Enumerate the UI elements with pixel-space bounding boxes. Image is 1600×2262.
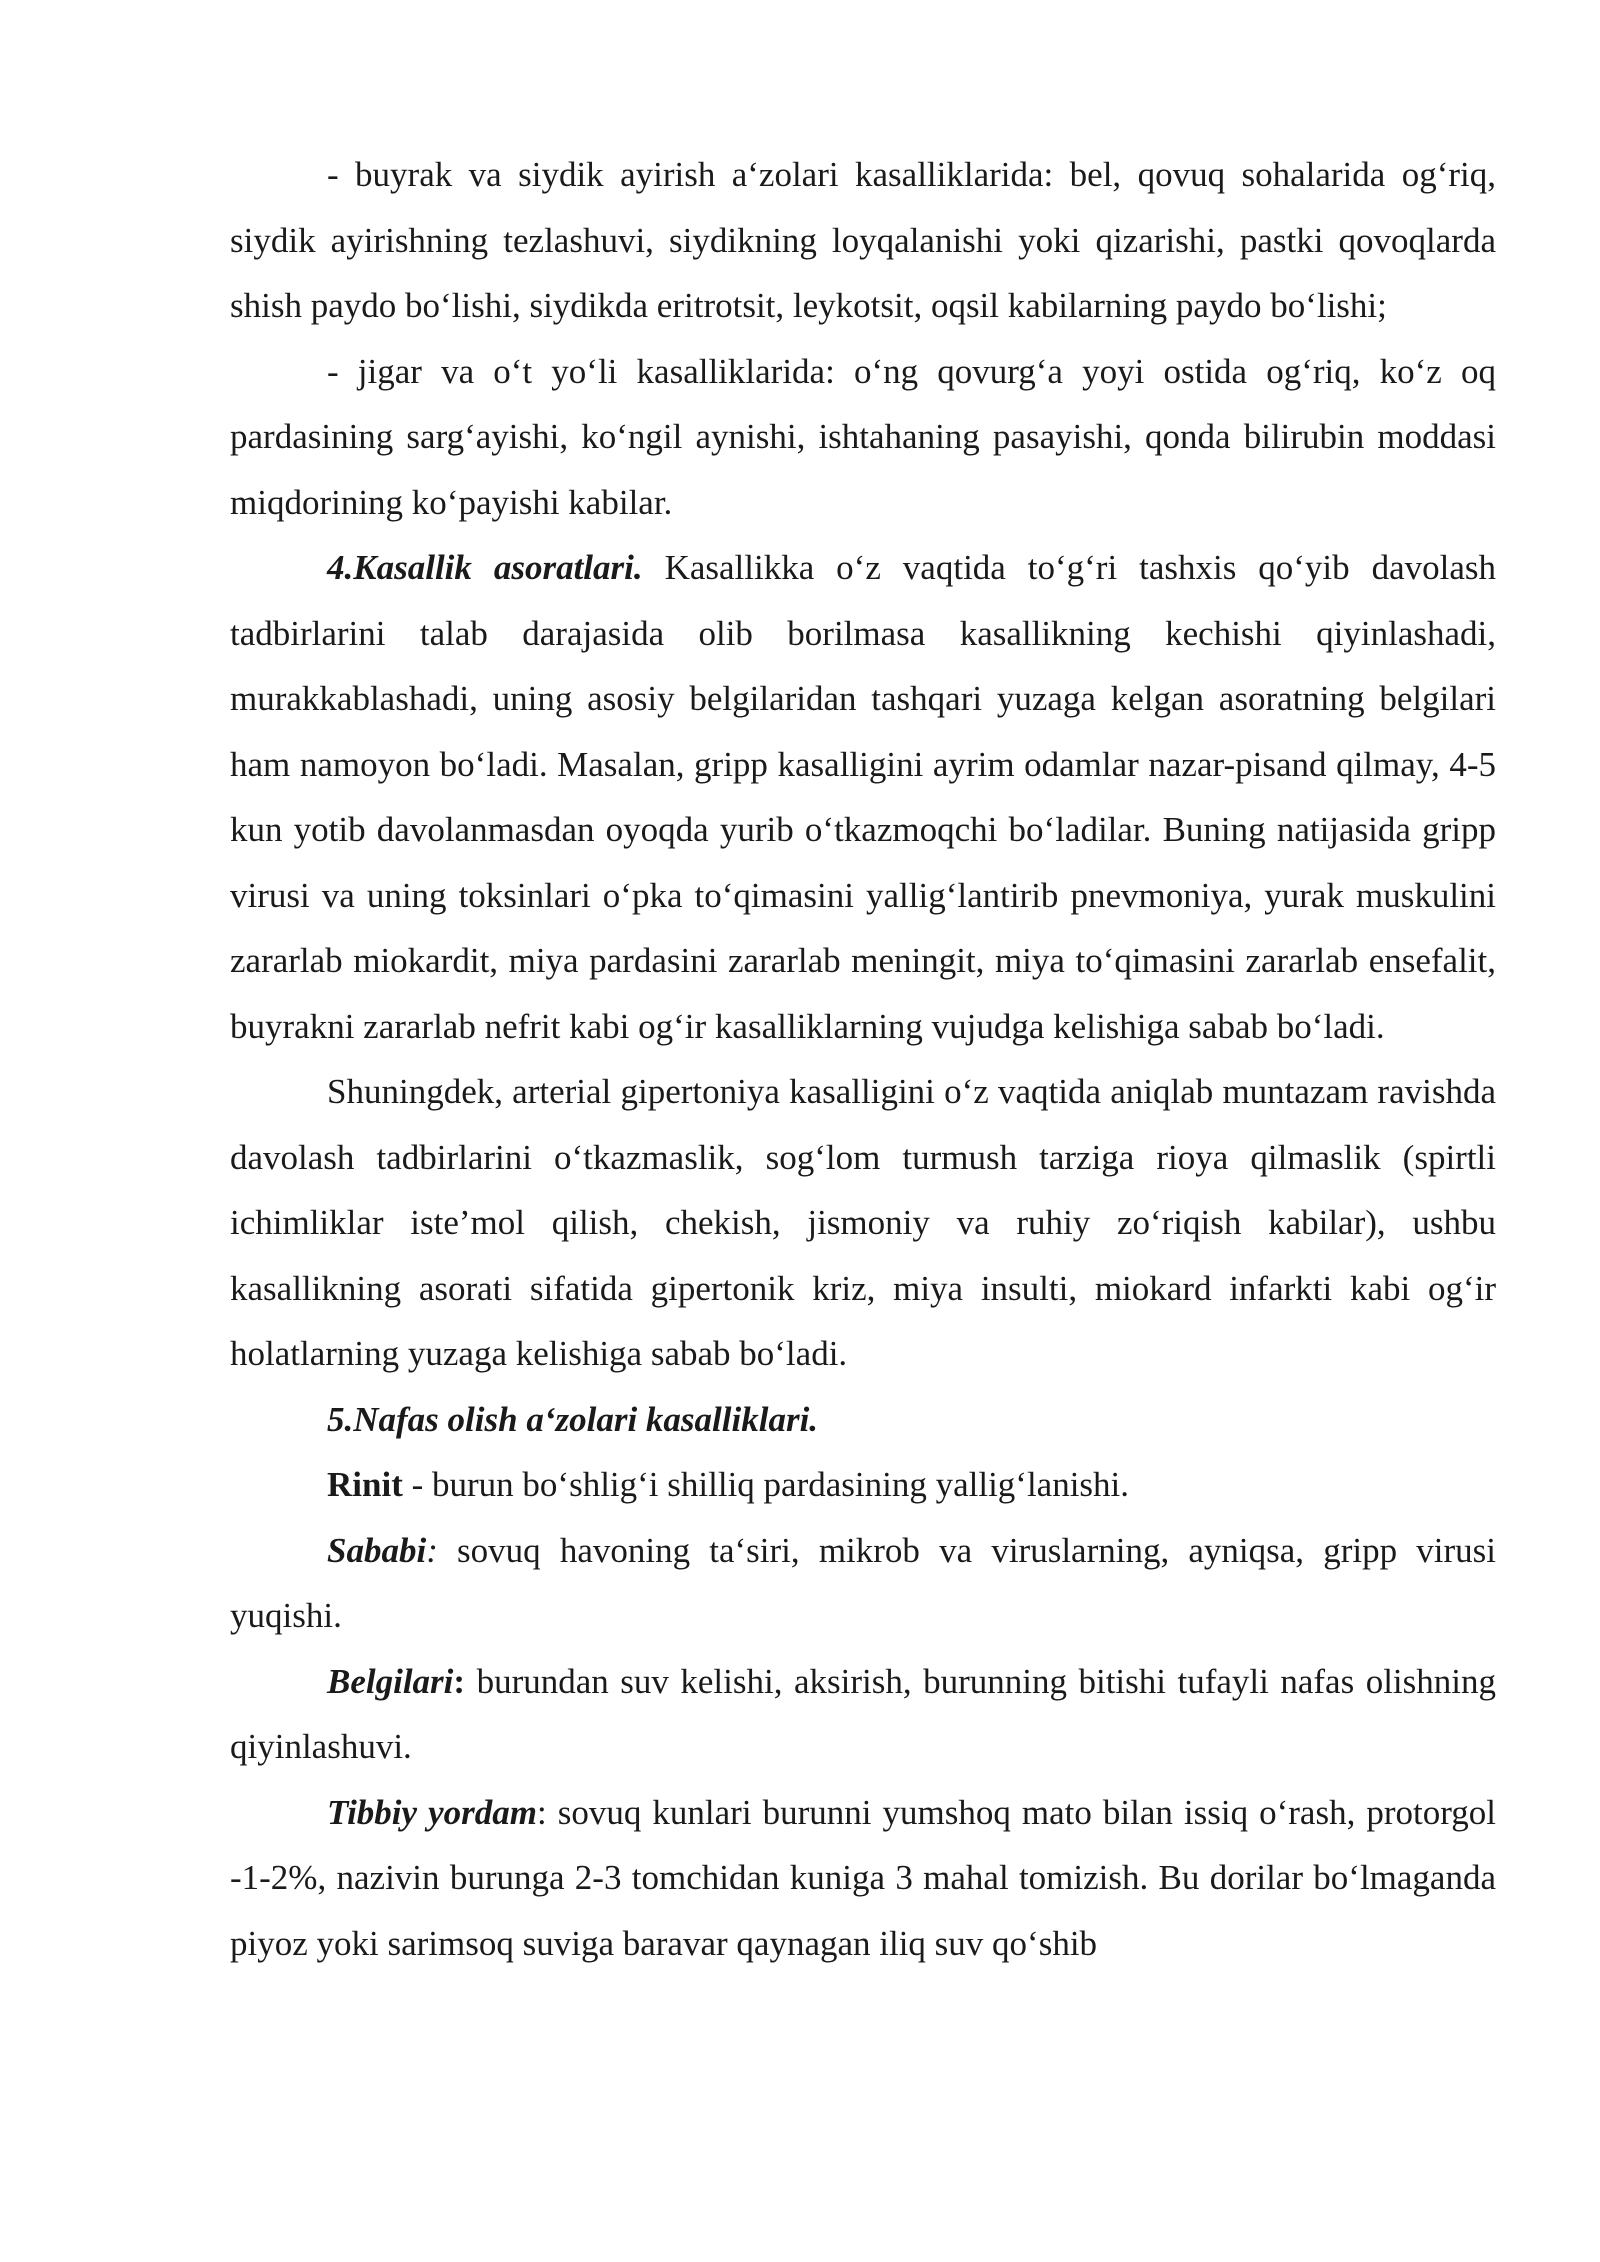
section-heading-complications: 4.Kasallik asoratlari. [327,548,643,587]
term-cause-colon: : [426,1530,438,1570]
paragraph-kidney-diseases: - buyrak va siydik ayirish a‘zolari kasalliklarida: bel, qovuq sohalarida og‘riq, siydik ayirishning tezlashuvi, siydikning loyqalanishi yoki qizarishi, pastki qovoqlarda shish paydo bo‘lishi, siydikda eritrotsit, leykotsit, oqsil kabilarning paydo bo‘lishi; [230,155,1496,325]
paragraph-rhinitis [230,1452,1496,1518]
paragraph-complications [230,535,1496,1059]
term-medical-aid: Tibbiy yordam [327,1792,537,1832]
term-rhinitis: Rinit [327,1465,403,1504]
paragraph-cause [230,1518,1496,1649]
paragraph-symptoms [230,1649,1496,1780]
paragraph-rhinitis-text: - burun bo‘shlig‘i shilliq pardasining yallig‘lanishi. [402,1465,1130,1504]
paragraph-medical-aid-text: sovuq kunlari burunni yumshoq mato bilan issiq o‘rash, protorgol -1-2%, nazivin burunga 2-3 tomchidan kuniga 3 mahal tomizish. Bu dorilar bo‘lmaganda piyoz yoki sarimsoq suviga baravar qaynagan iliq suv qo‘shib [230,1792,1496,1963]
paragraph-liver-diseases: - jigar va o‘t yo‘li kasalliklarida: o‘ng qovurg‘a yoyi ostida og‘riq, ko‘z oq pardasining sarg‘ayishi, ko‘ngil aynishi, ishtahaning pasayishi, qonda bilirubin moddasi miqdorining ko‘payishi kabilar. [230,351,1496,522]
section-heading-respiratory [230,1387,1496,1453]
term-symptoms-colon: : [453,1661,466,1701]
section-heading-respiratory-text: 5.Nafas olish a‘zolari kasalliklari. [327,1399,819,1439]
term-symptoms: Belgilari [327,1661,454,1701]
paragraph-symptoms-text: burundan suv kelishi, aksirish, burunning bitishi tufayli nafas olishning qiyinlashuvi. [230,1661,1496,1766]
paragraph-cause-text: sovuq havoning ta‘siri, mikrob va viruslarning, ayniqsa, gripp virusi yuqishi. [230,1530,1496,1635]
document-page [230,142,1496,1976]
term-medical-aid-colon: : [536,1792,547,1832]
paragraph-medical-aid [230,1780,1496,1977]
paragraph-hypertension: Shuningdek, arterial gipertoniya kasalligini o‘z vaqtida aniqlab muntazam ravishda davolash tadbirlarini o‘tkazmaslik, sog‘lom turmush tarziga rioya qilmaslik (spirtli ichimliklar iste’mol qilish, chekish, jismoniy va ruhiy zo‘riqish kabilar), ushbu kasallikning asorati sifatida gipertonik kriz, miya insulti, miokard infarkti kabi og‘ir holatlarning yuzaga kelishiga sabab bo‘ladi. [230,1072,1496,1373]
paragraph-complications-text: Kasallikka o‘z vaqtida to‘g‘ri tashxis qo‘yib davolash tadbirlarini talab darajasida olib borilmasa kasallikning kechishi qiyinlashadi, murakkablashadi, uning asosiy belgilaridan tashqari yuzaga kelgan asoratning belgilari ham namoyon bo‘ladi. Masalan, gripp kasalligini ayrim odamlar nazar-pisand qilmay, 4-5 kun yotib davolanmasdan oyoqda yurib o‘tkazmoqchi bo‘ladilar. Buning natijasida gripp virusi va uning toksinlari o‘pka to‘qimasini yallig‘lantirib pnevmoniya, yurak muskulini zararlab miokardit, miya pardasini zararlab meningit, miya to‘qimasini zararlab ensefalit, buyrakni zararlab nefrit kabi og‘ir kasalliklarning vujudga kelishiga sabab bo‘ladi. [230,548,1497,1046]
term-cause: Sababi [327,1530,427,1570]
